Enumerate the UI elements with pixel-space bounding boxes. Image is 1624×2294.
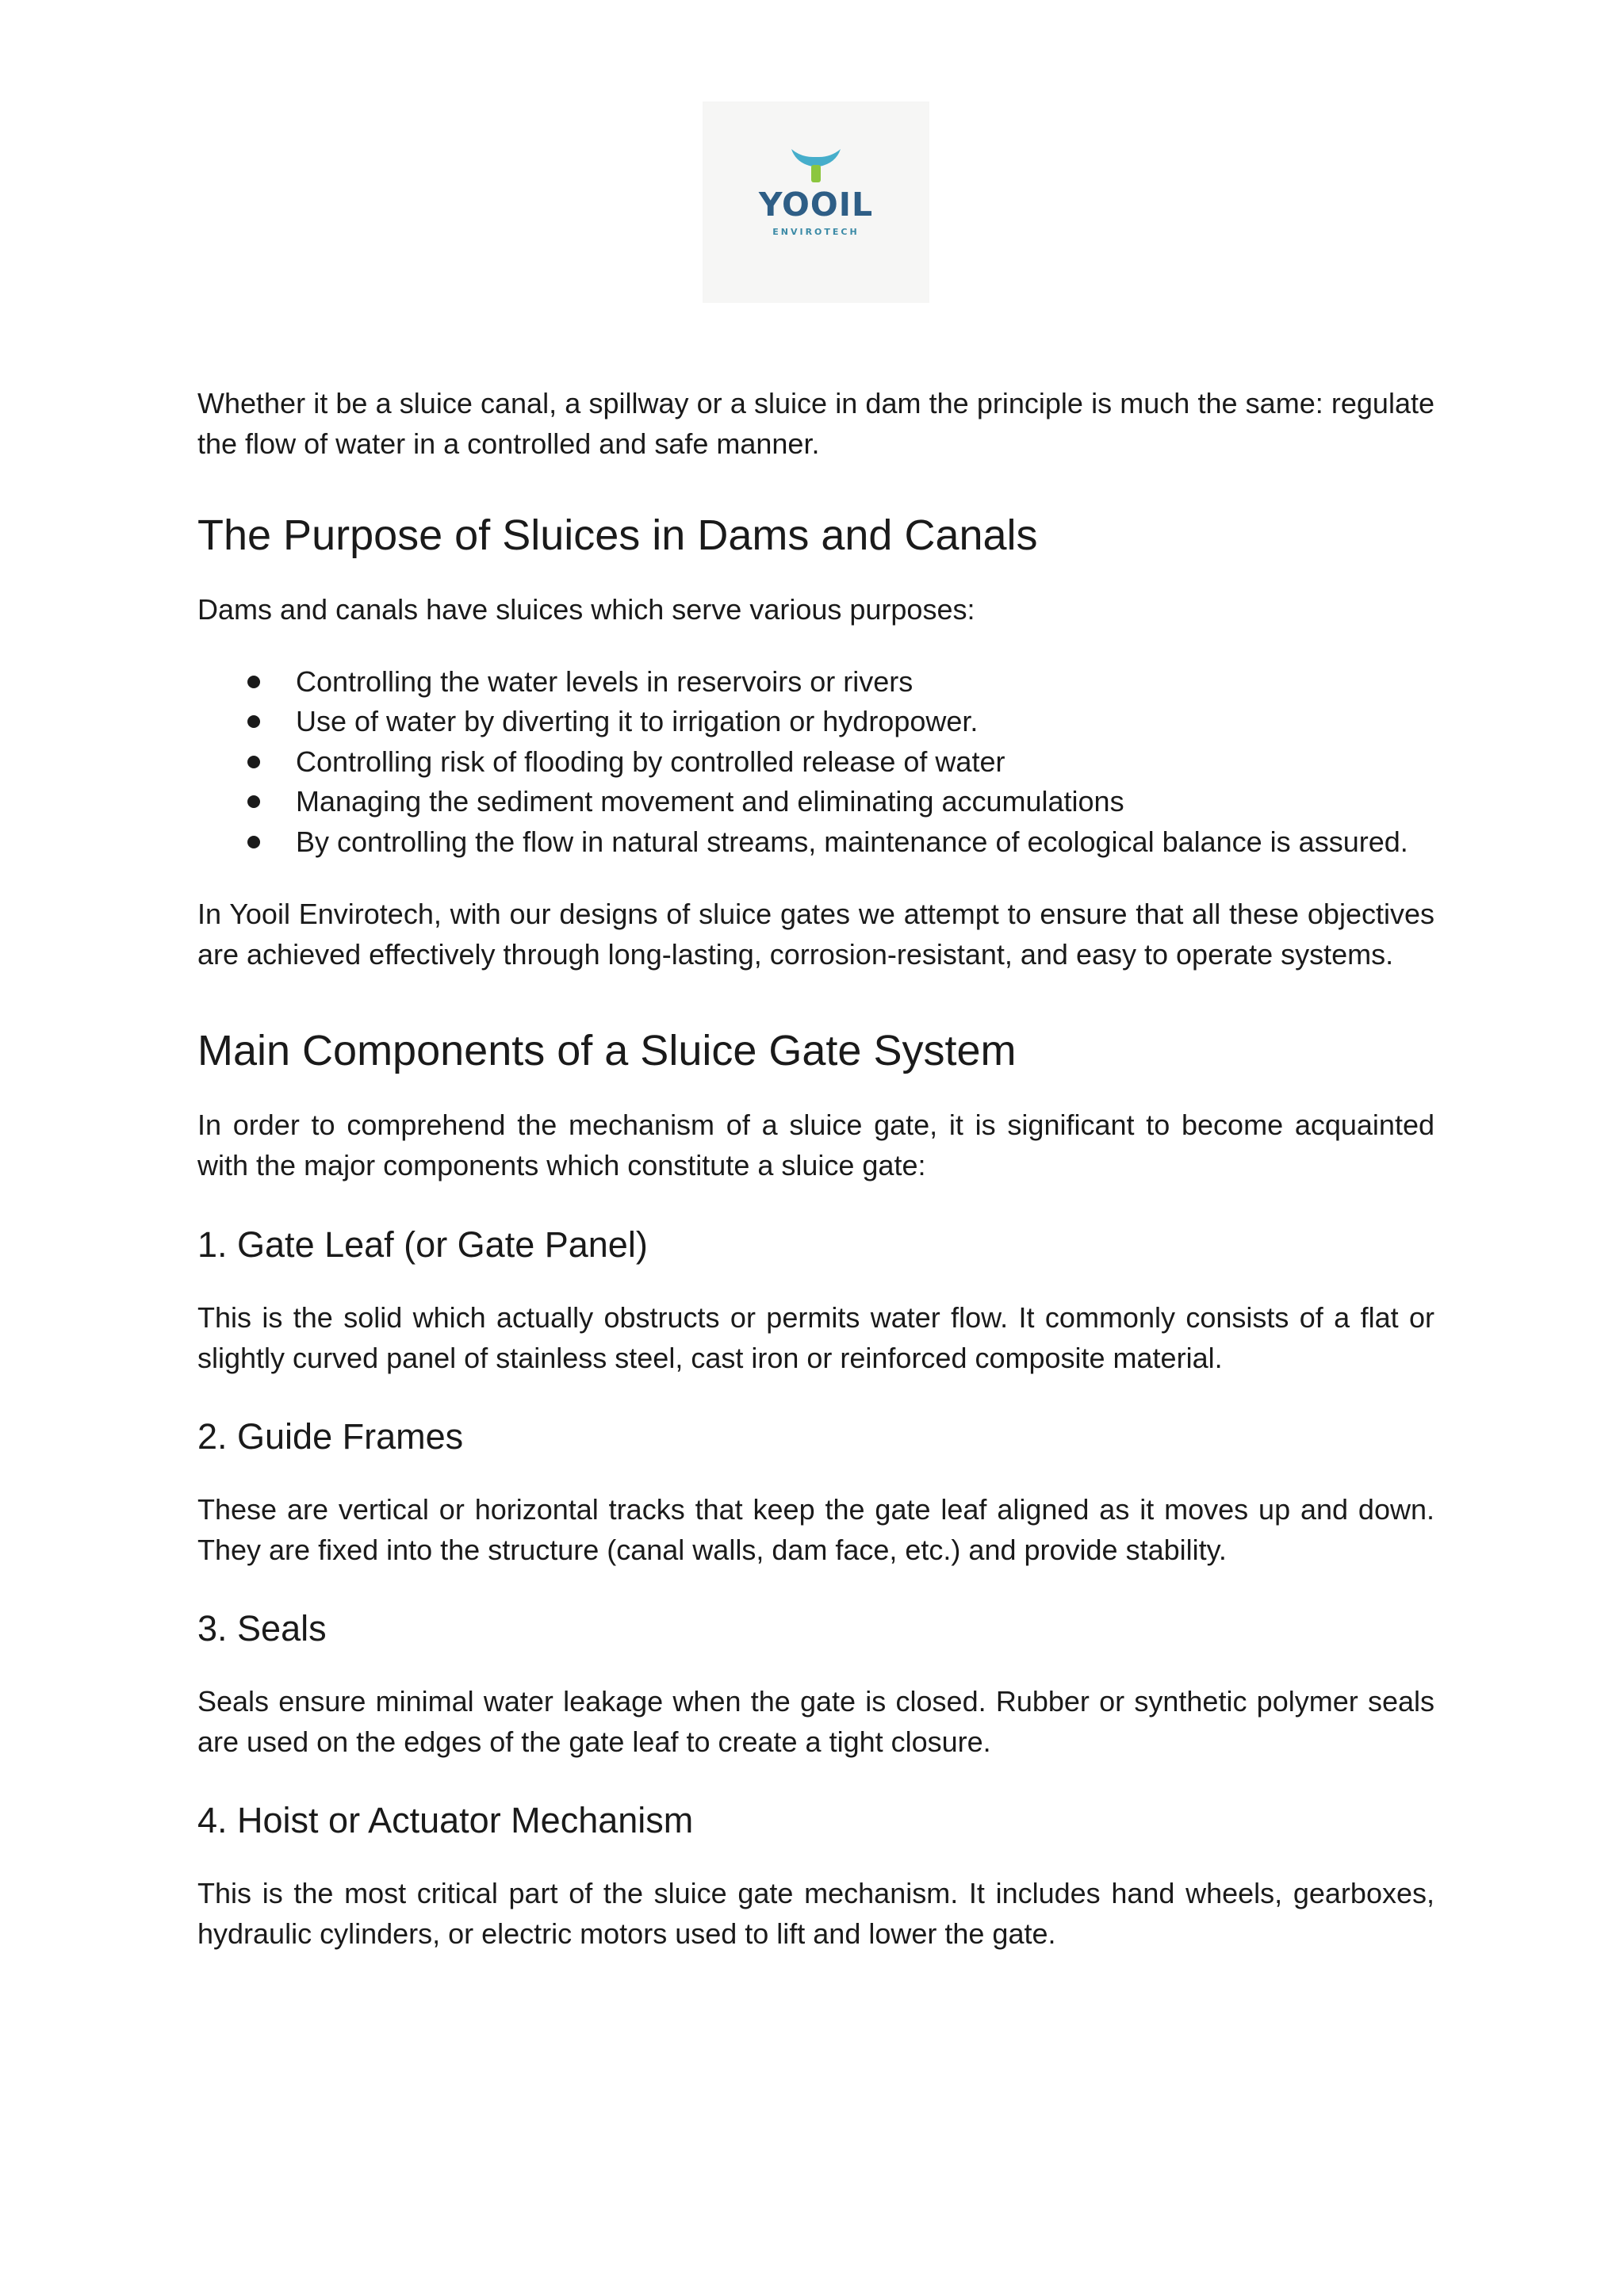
component-heading: 2. Guide Frames bbox=[197, 1416, 464, 1457]
section-heading-purpose: The Purpose of Sluices in Dams and Canals bbox=[197, 511, 1038, 559]
company-logo bbox=[703, 101, 929, 303]
whale-tail-icon bbox=[703, 146, 929, 184]
list-item: Use of water by diverting it to irrigation or hydropower. bbox=[197, 702, 1434, 742]
component-paragraph: Seals ensure minimal water leakage when the gate is closed. Rubber or synthetic polymer seals are used on the edges of the gate leaf to create a tight closure. bbox=[197, 1685, 1434, 1758]
bullet-icon bbox=[247, 676, 260, 688]
intro-paragraph: Whether it be a sluice canal, a spillway or a sluice in dam the principle is much the same: regulate the flow of water in a controlled and safe manner. bbox=[197, 387, 1434, 460]
component-heading: 3. Seals bbox=[197, 1608, 327, 1649]
purpose-lead-paragraph: Dams and canals have sluices which serve various purposes: bbox=[197, 593, 975, 626]
list-item: Controlling the water levels in reservoirs or rivers bbox=[197, 662, 1434, 703]
component-paragraph: This is the most critical part of the sluice gate mechanism. It includes hand wheels, gearboxes, hydraulic cylinders, or electric motors used to lift and lower the gate. bbox=[197, 1877, 1434, 1950]
logo-wordmark: YOOIL bbox=[758, 186, 874, 224]
bullet-icon bbox=[247, 836, 260, 848]
purpose-closing-paragraph: In Yooil Envirotech, with our designs of sluice gates we attempt to ensure that all these objectives are achieved effectively through long-lasting, corrosion-resistant, and easy to operate systems. bbox=[197, 898, 1434, 971]
component-heading: 1. Gate Leaf (or Gate Panel) bbox=[197, 1224, 648, 1265]
component-paragraph: This is the solid which actually obstructs or permits water flow. It commonly consists of a flat or slightly curved panel of stainless steel, cast iron or reinforced composite material. bbox=[197, 1301, 1434, 1374]
section-heading-components: Main Components of a Sluice Gate System bbox=[197, 1027, 1017, 1074]
component-paragraph: These are vertical or horizontal tracks that keep the gate leaf aligned as it moves up and down. They are fixed into the structure (canal walls, dam face, etc.) and provide stability. bbox=[197, 1493, 1434, 1566]
document-body bbox=[197, 384, 1434, 1954]
bullet-icon bbox=[247, 756, 260, 768]
list-item: Managing the sediment movement and eliminating accumulations bbox=[197, 782, 1434, 822]
logo-subtitle: ENVIROTECH bbox=[772, 227, 860, 237]
purpose-list bbox=[197, 662, 1434, 863]
bullet-icon bbox=[247, 715, 260, 728]
component-heading: 4. Hoist or Actuator Mechanism bbox=[197, 1800, 694, 1840]
components-lead-paragraph: In order to comprehend the mechanism of a sluice gate, it is significant to become acquainted with the major components which constitute a sluice gate: bbox=[197, 1109, 1434, 1181]
bullet-icon bbox=[247, 795, 260, 808]
list-item: Controlling risk of flooding by controlled release of water bbox=[197, 742, 1434, 783]
list-item: By controlling the flow in natural streams, maintenance of ecological balance is assured. bbox=[197, 822, 1434, 863]
